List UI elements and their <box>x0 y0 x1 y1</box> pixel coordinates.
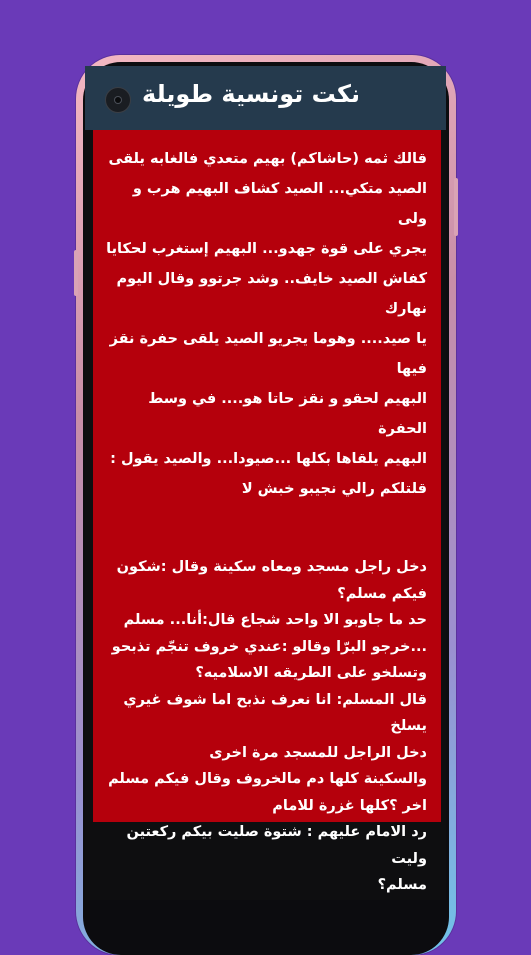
phone-power-button <box>454 178 458 236</box>
page-title: نكت تونسية طويلة <box>142 80 360 108</box>
jokes-content[interactable] <box>93 130 441 893</box>
front-camera-icon <box>105 87 131 113</box>
app-bar <box>85 66 446 130</box>
joke-text: دخل راجل مسجد ومعاه سكينة وقال :شكون فيكم مسلم؟ حد ما جاوبو الا واحد شجاع قال:أنا... مسلم ...خرجو البرّا وقالو :عندي خروف تنجّم تذبحو وتسلخو على الطريقه الاسلاميه؟ قال المسلم: انا نعرف نذبح اما شوف غيري يسلخ دخل الراجل للمسجد مرة اخرى والسكينة كلها دم مالخروف وقال فيكم مسلم اخر ؟كلها غزرة للامام رد الامام عليهم : شتوة صليت بيكم ركعتين وليت مسلم؟ <box>108 559 427 893</box>
joke-text: قالك ثمه (حاشاكم) بهيم متعدي فالغابه يلقى الصيد متكي... الصيد كشاف البهيم هرب و ولى يجري على قوة جهدو... البهيم إستغرب لحكايا كفاش الصيد خايف.. وشد جرتوو وقال اليوم نهارك يا صيد.... وهوما يجريو الصيد يلقى حفرة نقز فيها البهيم لحقو و نقز حاتا هو.... في وسط الحفرة البهيم يلقاها بكلها ...صيودا... والصيد يقول : قلتلكم رالي نجيبو خبش لا <box>106 151 427 497</box>
phone-screen <box>85 66 446 900</box>
phone-volume-button <box>74 250 78 296</box>
joke-separator <box>105 504 427 554</box>
